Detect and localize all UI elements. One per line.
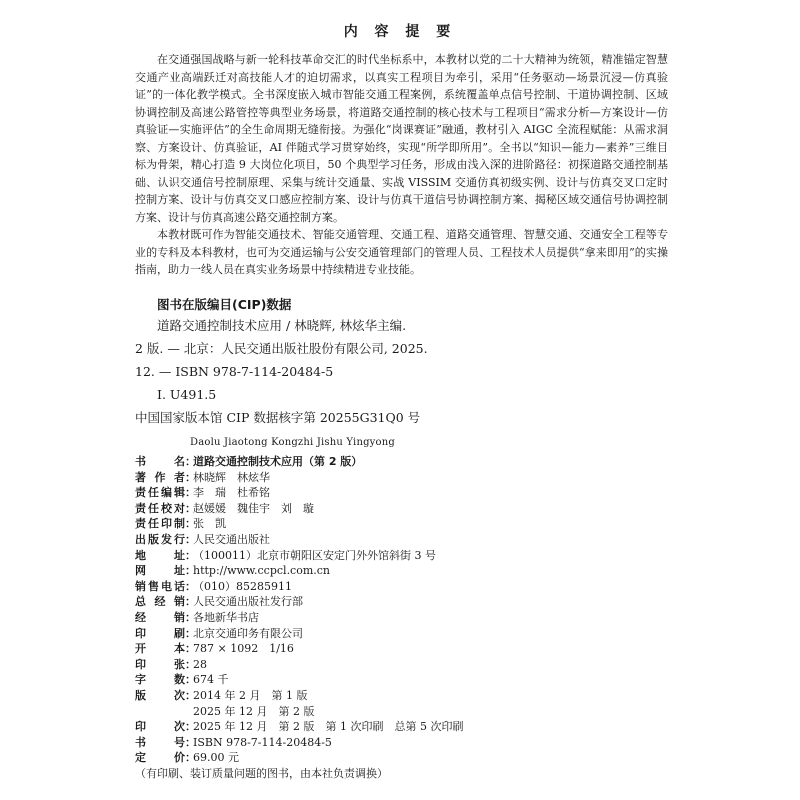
summary-paragraph: 在交通强国战略与新一轮科技革命交汇的时代坐标系中，本教材以党的二十大精神为统领，精准锚定智慧交通产业高端跃迁对高技能人才的迫切需求，以真实工程项目为牵引，采用“任务驱动—场景沉浸—仿真验证”的一体化教学模式。全书深度嵌入城市智能交通工程案例，系统覆盖单点信号控制、干道协调控制、区域协调控制及高速公路管控等典型业务场景，将道路交通控制的核心技术与工程项目“需求分析—方案设计—仿真验证—实施评估”的全生命周期无缝衔接。为强化“岗课赛证”融通，教材引入 AIGC 全流程赋能：从需求洞察、方案设计、仿真验证，AI 伴随式学习贯穿始终，实现“所学即所用”。全书以“知识—能力—素养”三维目标为骨架，精心打造 9 大岗位化项目，50 个典型学习任务，形成由浅入深的进阶路径：初探道路交通控制基础、认识交通信号控制原理、采集与统计交通量、实战 VISSIM 交通仿真初级实例、设计与仿真交叉口定时控制方案、设计与仿真交叉口感应控制方案、设计与仿真干道信号协调控制方案、揭秘区域交通信号协调控制方案、设计与仿真高速公路交通控制方案。: [135, 53, 668, 224]
isbn-value: ISBN 978-7-114-20484-5: [193, 735, 332, 749]
colophon-label: 著作者: [135, 470, 185, 484]
colophon-label: 网 址: [135, 564, 185, 578]
colophon-label: 印 刷: [135, 626, 185, 640]
colophon-row: 开 本 ： 787 × 1092 1/16: [135, 642, 294, 656]
colophon-value: （010）85285911: [193, 579, 292, 593]
colophon-row: 网 址 ： http://www.ccpcl.com.cn: [135, 564, 331, 578]
colophon-row: 书 号 ： ISBN 978-7-114-20484-5: [135, 735, 332, 749]
colophon-label: 书 号: [135, 735, 185, 749]
cip-line: 道路交通控制技术应用 / 林晓辉, 林炫华主编.: [157, 318, 407, 333]
colophon-row: 印 次 ： 2025 年 12 月 第 2 版 第 1 次印刷 总第 5 次印刷: [135, 720, 464, 734]
colophon-value: 人民交通出版社发行部: [193, 595, 303, 609]
colophon-value: 2025 年 12 月 第 2 版 第 1 次印刷 总第 5 次印刷: [193, 720, 464, 734]
colophon-row: 责任编辑 ： 李 瑞 杜希铭: [135, 486, 270, 500]
colophon-value: 北京交通印务有限公司: [193, 626, 303, 640]
colophon-row: 责任校对 ： 赵媛媛 魏佳宇 刘 璇: [135, 501, 314, 515]
colophon-row: 定 价 ： 69.00 元: [135, 751, 239, 765]
quality-footnote: （有印刷、装订质量问题的图书，由本社负责调换）: [135, 766, 388, 780]
colophon-label: 责任编辑: [135, 486, 185, 500]
page-title: 内 容 提 要: [343, 24, 457, 40]
colophon-row: 责任印制 ： 张 凯: [135, 517, 226, 531]
cip-block: [135, 296, 675, 429]
colophon-row: [135, 703, 695, 719]
colophon-row: 经 销 ： 各地新华书店: [135, 610, 259, 624]
colophon-row: 书 名 ： 道路交通控制技术应用（第 2 版）: [135, 455, 363, 468]
colophon-value: 李 瑞 杜希铭: [193, 486, 270, 500]
colophon-label: 总经销: [135, 595, 185, 609]
colophon-value: 各地新华书店: [193, 610, 259, 624]
colophon-label: 印 张: [135, 657, 185, 671]
colophon-value: 674 千: [193, 673, 229, 687]
colophon-value: 28: [193, 657, 207, 671]
cip-line: Ⅰ. U491.5: [157, 387, 217, 402]
colophon-row: 销售电话 ： （010）85285911: [135, 579, 292, 593]
colophon-label: 定 价: [135, 751, 185, 765]
colophon-label: 字 数: [135, 673, 185, 687]
content-summary: [135, 51, 668, 279]
colophon-row: 版 次 ： 2014 年 2 月 第 1 版: [135, 688, 308, 702]
colophon-label: 责任印制: [135, 517, 185, 531]
pinyin-title: Daolu Jiaotong Kongzhi Jishu Yingyong: [190, 437, 395, 448]
cip-heading: 图书在版编目(CIP)数据: [157, 297, 292, 312]
colophon-value: （100011）北京市朝阳区安定门外外馆斜街 3 号: [193, 548, 436, 562]
colophon-row: 字 数 ： 674 千: [135, 673, 229, 687]
colophon-label: 经 销: [135, 610, 185, 624]
colophon-value: 787 × 1092 1/16: [193, 642, 294, 656]
colophon-label: 责任校对: [135, 501, 185, 515]
colophon-row: 出版发行 ： 人民交通出版社: [135, 532, 270, 546]
cip-line: 中国国家版本馆 CIP 数据核字第 20255G31Q0 号: [135, 410, 421, 425]
colophon-row: 印 刷 ： 北京交通印务有限公司: [135, 626, 303, 640]
colophon-label: 地 址: [135, 548, 185, 562]
colophon-row: 总经销 ： 人民交通出版社发行部: [135, 595, 303, 609]
price-value: 69.00 元: [193, 751, 239, 765]
book-title-value: 道路交通控制技术应用（第 2 版）: [193, 455, 363, 468]
colophon-label: 出版发行: [135, 532, 185, 546]
summary-paragraph: 本教材既可作为智能交通技术、智能交通管理、交通工程、道路交通管理、智慧交通、交通安全工程等专业的专科及本科教材，也可为交通运输与公安交通管理部门的管理人员、工程技术人员提供“拿来即用”的实操指南，助力一线人员在真实业务场景中持续精进专业技能。: [135, 228, 668, 276]
colophon: [135, 453, 695, 780]
colophon-row: 地 址 ： （100011）北京市朝阳区安定门外外馆斜街 3 号: [135, 548, 436, 562]
colophon-label: 印 次: [135, 720, 185, 734]
cip-line: 12. — ISBN 978-7-114-20484-5: [135, 364, 334, 379]
colophon-row: 著作者 ： 林晓辉 林炫华: [135, 470, 270, 484]
colophon-label: 版 次: [135, 688, 185, 702]
colophon-row: 印 张 ： 28: [135, 657, 207, 671]
website-value: http://www.ccpcl.com.cn: [193, 564, 331, 578]
colophon-value: 2025 年 12 月 第 2 版: [193, 704, 315, 718]
colophon-label: 书 名: [135, 455, 185, 468]
colophon-value: 林晓辉 林炫华: [193, 470, 270, 484]
colophon-value: 赵媛媛 魏佳宇 刘 璇: [193, 501, 314, 515]
colophon-value: 人民交通出版社: [193, 532, 270, 546]
cip-line: 2 版. — 北京：人民交通出版社股份有限公司, 2025.: [135, 341, 428, 356]
colophon-value: 2014 年 2 月 第 1 版: [193, 688, 308, 702]
colophon-label: 销售电话: [135, 579, 185, 593]
colophon-label: 开 本: [135, 642, 185, 656]
colophon-value: 张 凯: [193, 517, 226, 531]
